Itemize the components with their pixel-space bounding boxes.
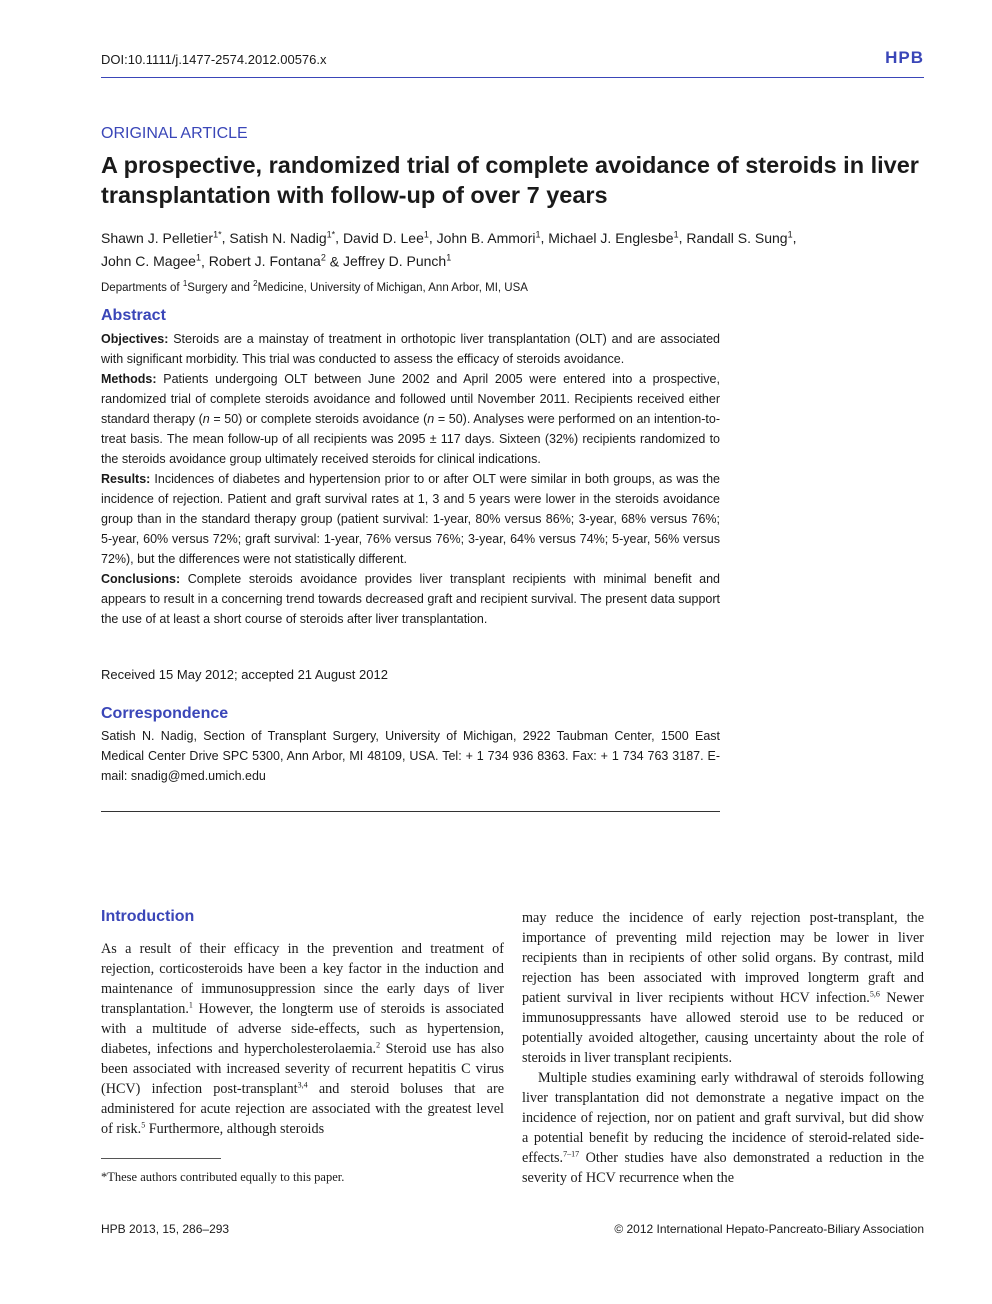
intro-left-column: [101, 939, 504, 1139]
footer-copyright: © 2012 International Hepato-Pancreato-Biliary Association: [614, 1222, 924, 1236]
article-type-label: ORIGINAL ARTICLE: [101, 125, 248, 142]
doi-text: DOI:10.1111/j.1477-2574.2012.00576.x: [101, 52, 327, 67]
author-list: Shawn J. Pelletier$^{1*}$, Satish N. Nadig$^{1*}$, David D. Lee$^1$, John B. Ammori$^1$, Michael J. Englesbe$^1$, Randall S. Sung$^1$, John C. Magee$^1$, Robert J. Fontana$^2$ & Jeffrey D. Punch$^1$: [101, 229, 797, 270]
footnote-divider: [101, 1158, 221, 1159]
header-divider: [101, 77, 924, 78]
footnote: *These authors contributed equally to this paper.: [101, 1170, 345, 1184]
author: Satish N. Nadig$^{1*}$: [229, 229, 336, 246]
article-title: A prospective, randomized trial of complete avoidance of steroids in liver transplantation with follow-up of over 7 years: [101, 152, 919, 208]
journal-logo: HPB: [885, 48, 924, 67]
received-dates: Received 15 May 2012; accepted 21 August 2012: [101, 667, 388, 682]
abstract-heading: Abstract: [101, 307, 166, 324]
intro-paragraph: Multiple studies examining early withdrawal of steroids following liver transplantation did not demonstrate a negative impact on the incidence of rejection, nor on patient and graft survival, but did show a potential benefit by reducing the incidence of steroid-related side-effects.$^{7-17}$ Other studies have also demonstrated a reduction in the severity of HCV recurrence when the: [522, 1070, 924, 1186]
author: Jeffrey D. Punch$^1$: [342, 252, 452, 270]
author: Randall S. Sung$^1$: [686, 229, 793, 246]
correspondence-text: Satish N. Nadig, Section of Transplant Surgery, University of Michigan, 2922 Taubman Center, 1500 East Medical Center Drive SPC 5300, Ann Arbor, MI 48109, USA. Tel: + 1 734 936 8363. Fax: + 1 734 763 3187. E-mail: snadig@med.umich.edu: [101, 729, 720, 783]
intro-paragraph: As a result of their efficacy in the prevention and treatment of rejection, corticosteroids have been a key factor in the induction and maintenance of immunosuppression since the early days of liver transplantation.$^1$ However, the longterm use of steroids is associated with a multitude of adverse side-effects, such as hypertension, diabetes, infections and hypercholesterolaemia.$^2$ Steroid use has also been associated with increased severity of recurrent hepatitis C virus (HCV) infection post-transplant$^{3,4}$ and steroid boluses that are administered for acute rejection are associated with the greatest level of risk.$^5$ Furthermore, although steroids: [101, 941, 504, 1137]
abstract-divider: [101, 811, 720, 812]
author: Robert J. Fontana$^2$: [208, 252, 326, 270]
correspondence-heading: Correspondence: [101, 705, 229, 722]
abstract-body: [101, 329, 720, 629]
affiliations: Departments of $^1$Surgery and $^2$Medicine, University of Michigan, Ann Arbor, MI, USA: [101, 279, 528, 294]
author: John C. Magee$^1$: [101, 252, 201, 270]
author: John B. Ammori$^1$: [436, 229, 541, 246]
abstract-methods: Methods: Patients undergoing OLT between June 2002 and April 2005 were entered into a prospective, randomized trial of complete steroids avoidance and followed until November 2011. Recipients received either standard therapy (n = 50) or complete steroids avoidance (n = 50). Analyses were performed on an intention-to-treat basis. The mean follow-up of all recipients was 2095 ± 117 days. Sixteen (32%) recipients randomized to the steroids avoidance group ultimately received steroids for clinical indications.: [101, 372, 720, 466]
abstract-objectives: Objectives: Steroids are a mainstay of treatment in orthotopic liver transplantation (OLT) and are associated with significant morbidity. This trial was conducted to assess the efficacy of steroids avoidance.: [101, 332, 720, 366]
footer-citation: HPB 2013, 15, 286–293: [101, 1222, 230, 1236]
abstract-conclusions: Conclusions: Complete steroids avoidance provides liver transplant recipients with minimal benefit and appears to result in a concerning trend towards decreased graft and recipient survival. The present data support the use of at least a short course of steroids after liver transplantation.: [101, 572, 720, 626]
intro-right-column: [522, 908, 924, 1188]
author: Michael J. Englesbe$^1$: [548, 229, 679, 246]
introduction-heading: Introduction: [101, 908, 195, 925]
intro-paragraph: may reduce the incidence of early rejection post-transplant, the importance of preventing mild rejection may be lower in liver recipients than in recipients of other solid organs. By contrast, mild rejection has been associated with improved longterm graft and patient survival in liver recipients without HCV infection.$^{5,6}$ Newer immunosuppressants have allowed steroid use to be reduced or potentially avoided altogether, causing uncertainty about the role of steroids in liver transplant recipients.: [522, 910, 925, 1066]
author: Shawn J. Pelletier$^{1*}$: [101, 229, 222, 246]
author: David D. Lee$^1$: [342, 229, 429, 246]
abstract-results: Results: Incidences of diabetes and hypertension prior to or after OLT were similar in both groups, as was the incidence of rejection. Patient and graft survival rates at 1, 3 and 5 years were lower in the steroids avoidance group than in the standard therapy group (patient survival: 1-year, 80% versus 86%; 3-year, 68% versus 76%; 5-year, 60% versus 72%; graft survival: 1-year, 76% versus 76%; 3-year, 64% versus 74%; 5-year, 56% versus 72%), but the differences were not statistically different.: [101, 472, 720, 566]
